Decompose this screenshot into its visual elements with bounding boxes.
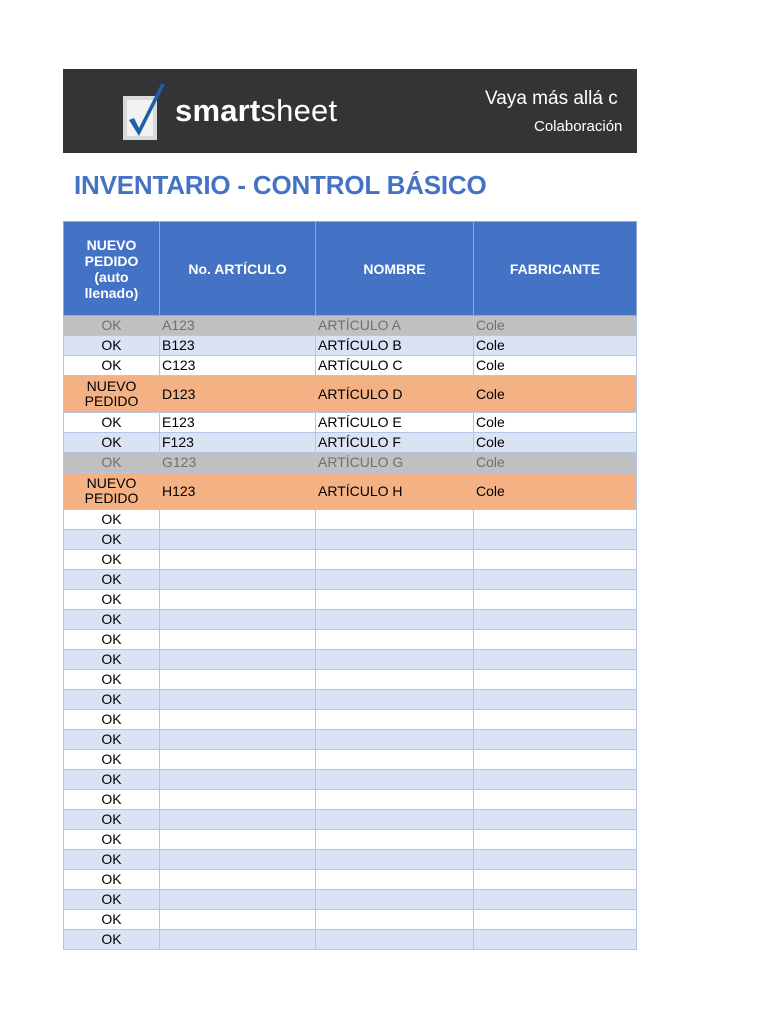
cell-status[interactable]: OK <box>64 790 160 810</box>
cell-name[interactable] <box>316 710 474 730</box>
cell-maker[interactable] <box>474 710 637 730</box>
table-header-row <box>64 222 637 316</box>
cell-name[interactable] <box>316 730 474 750</box>
cell-maker[interactable] <box>474 630 637 650</box>
cell-name[interactable] <box>316 510 474 530</box>
cell-item-number[interactable] <box>160 810 316 830</box>
cell-name[interactable] <box>316 810 474 830</box>
cell-maker[interactable] <box>474 870 637 890</box>
cell-name[interactable]: ARTÍCULO H <box>316 473 474 510</box>
cell-name[interactable] <box>316 530 474 550</box>
cell-maker[interactable]: Cole <box>474 473 637 510</box>
cell-maker[interactable] <box>474 830 637 850</box>
cell-maker[interactable] <box>474 690 637 710</box>
smartsheet-banner <box>63 69 637 153</box>
cell-name[interactable]: ARTÍCULO E <box>316 413 474 433</box>
cell-item-number[interactable]: A123 <box>160 316 316 336</box>
table-row <box>64 710 637 730</box>
cell-status[interactable]: OK <box>64 870 160 890</box>
table-row <box>64 530 637 550</box>
cell-item-number[interactable] <box>160 750 316 770</box>
cell-status[interactable]: NUEVO PEDIDO <box>64 473 160 510</box>
cell-name[interactable] <box>316 890 474 910</box>
table-row <box>64 433 637 453</box>
cell-name[interactable]: ARTÍCULO G <box>316 453 474 473</box>
table-row <box>64 510 637 530</box>
cell-item-number[interactable] <box>160 510 316 530</box>
cell-name[interactable] <box>316 610 474 630</box>
inventory-table <box>63 221 637 950</box>
cell-status[interactable]: OK <box>64 453 160 473</box>
cell-name[interactable] <box>316 650 474 670</box>
cell-item-number[interactable] <box>160 550 316 570</box>
cell-item-number[interactable]: G123 <box>160 453 316 473</box>
cell-name[interactable] <box>316 770 474 790</box>
cell-status[interactable]: OK <box>64 510 160 530</box>
cell-maker[interactable]: Cole <box>474 356 637 376</box>
table-row <box>64 630 637 650</box>
cell-maker[interactable] <box>474 510 637 530</box>
cell-status[interactable]: OK <box>64 610 160 630</box>
cell-maker[interactable] <box>474 570 637 590</box>
cell-name[interactable] <box>316 550 474 570</box>
cell-item-number[interactable]: E123 <box>160 413 316 433</box>
cell-item-number[interactable]: F123 <box>160 433 316 453</box>
banner-tagline: Vaya más allá c <box>485 88 618 109</box>
cell-item-number[interactable] <box>160 790 316 810</box>
table-row <box>64 810 637 830</box>
cell-status[interactable]: OK <box>64 316 160 336</box>
cell-status[interactable]: OK <box>64 830 160 850</box>
table-row <box>64 830 637 850</box>
cell-name[interactable] <box>316 790 474 810</box>
cell-item-number[interactable] <box>160 690 316 710</box>
cell-status[interactable]: OK <box>64 770 160 790</box>
cell-item-number[interactable] <box>160 910 316 930</box>
cell-status[interactable]: OK <box>64 570 160 590</box>
cell-maker[interactable] <box>474 530 637 550</box>
cell-maker[interactable]: Cole <box>474 376 637 413</box>
table-row <box>64 316 637 336</box>
cell-status[interactable]: OK <box>64 530 160 550</box>
header-item-number: No. ARTÍCULO <box>160 222 316 316</box>
table-row <box>64 910 637 930</box>
cell-maker[interactable]: Cole <box>474 433 637 453</box>
cell-item-number[interactable] <box>160 610 316 630</box>
cell-maker[interactable] <box>474 890 637 910</box>
cell-item-number[interactable] <box>160 630 316 650</box>
page-title: INVENTARIO - CONTROL BÁSICO <box>74 170 487 200</box>
table-row <box>64 610 637 630</box>
cell-status[interactable]: OK <box>64 750 160 770</box>
table-row <box>64 790 637 810</box>
table-row <box>64 650 637 670</box>
cell-item-number[interactable]: H123 <box>160 473 316 510</box>
smartsheet-logo: smartsheet <box>175 93 338 128</box>
header-maker: FABRICANTE <box>474 222 637 316</box>
cell-status[interactable]: OK <box>64 413 160 433</box>
cell-name[interactable] <box>316 870 474 890</box>
cell-name[interactable] <box>316 630 474 650</box>
cell-name[interactable] <box>316 750 474 770</box>
table-row <box>64 413 637 433</box>
cell-item-number[interactable] <box>160 710 316 730</box>
table-row <box>64 850 637 870</box>
cell-status[interactable]: OK <box>64 710 160 730</box>
cell-maker[interactable] <box>474 670 637 690</box>
cell-item-number[interactable] <box>160 730 316 750</box>
cell-status[interactable]: OK <box>64 850 160 870</box>
cell-status[interactable]: OK <box>64 810 160 830</box>
cell-item-number[interactable] <box>160 590 316 610</box>
table-row <box>64 730 637 750</box>
cell-name[interactable] <box>316 670 474 690</box>
cell-name[interactable]: ARTÍCULO F <box>316 433 474 453</box>
cell-item-number[interactable] <box>160 770 316 790</box>
banner-subtagline: Colaboración <box>534 118 623 135</box>
cell-name[interactable]: ARTÍCULO A <box>316 316 474 336</box>
cell-maker[interactable] <box>474 650 637 670</box>
table-row <box>64 473 637 510</box>
cell-maker[interactable] <box>474 850 637 870</box>
cell-status[interactable]: OK <box>64 433 160 453</box>
table-row <box>64 690 637 710</box>
cell-item-number[interactable] <box>160 830 316 850</box>
cell-maker[interactable] <box>474 910 637 930</box>
cell-item-number[interactable] <box>160 670 316 690</box>
cell-maker[interactable] <box>474 770 637 790</box>
table-row <box>64 930 637 950</box>
cell-status[interactable]: OK <box>64 730 160 750</box>
cell-name[interactable]: ARTÍCULO D <box>316 376 474 413</box>
cell-maker[interactable]: Cole <box>474 316 637 336</box>
cell-status[interactable]: OK <box>64 910 160 930</box>
table-body <box>64 316 637 950</box>
cell-maker[interactable] <box>474 550 637 570</box>
cell-maker[interactable] <box>474 730 637 750</box>
cell-maker[interactable] <box>474 810 637 830</box>
cell-item-number[interactable] <box>160 890 316 910</box>
cell-name[interactable] <box>316 850 474 870</box>
table-row <box>64 356 637 376</box>
cell-status[interactable]: OK <box>64 690 160 710</box>
cell-item-number[interactable]: C123 <box>160 356 316 376</box>
cell-item-number[interactable] <box>160 870 316 890</box>
table-row <box>64 890 637 910</box>
table-row <box>64 670 637 690</box>
cell-status[interactable]: OK <box>64 670 160 690</box>
cell-maker[interactable] <box>474 590 637 610</box>
cell-item-number[interactable] <box>160 530 316 550</box>
table-row <box>64 376 637 413</box>
table-row <box>64 570 637 590</box>
table-row <box>64 550 637 570</box>
cell-status[interactable]: OK <box>64 630 160 650</box>
cell-maker[interactable] <box>474 790 637 810</box>
cell-status[interactable]: OK <box>64 356 160 376</box>
table-row <box>64 590 637 610</box>
table-row <box>64 770 637 790</box>
cell-name[interactable] <box>316 930 474 950</box>
cell-maker[interactable]: Cole <box>474 453 637 473</box>
cell-name[interactable] <box>316 830 474 850</box>
cell-status[interactable]: NUEVO PEDIDO <box>64 376 160 413</box>
table-row <box>64 870 637 890</box>
cell-item-number[interactable]: D123 <box>160 376 316 413</box>
table-row <box>64 750 637 770</box>
cell-name[interactable] <box>316 910 474 930</box>
cell-item-number[interactable] <box>160 850 316 870</box>
header-nuevo-pedido: NUEVO PEDIDO (auto llenado) <box>64 222 160 316</box>
cell-name[interactable]: ARTÍCULO B <box>316 336 474 356</box>
cell-name[interactable] <box>316 690 474 710</box>
cell-status[interactable]: OK <box>64 930 160 950</box>
cell-name[interactable] <box>316 590 474 610</box>
cell-status[interactable]: OK <box>64 336 160 356</box>
cell-status[interactable]: OK <box>64 550 160 570</box>
table-row <box>64 453 637 473</box>
cell-maker[interactable]: Cole <box>474 336 637 356</box>
cell-maker[interactable] <box>474 930 637 950</box>
cell-item-number[interactable]: B123 <box>160 336 316 356</box>
cell-status[interactable]: OK <box>64 590 160 610</box>
cell-status[interactable]: OK <box>64 650 160 670</box>
smartsheet-checkmark-icon <box>121 82 167 142</box>
cell-name[interactable]: ARTÍCULO C <box>316 356 474 376</box>
cell-maker[interactable]: Cole <box>474 413 637 433</box>
cell-name[interactable] <box>316 570 474 590</box>
cell-item-number[interactable] <box>160 570 316 590</box>
cell-item-number[interactable] <box>160 650 316 670</box>
table-row <box>64 336 637 356</box>
cell-status[interactable]: OK <box>64 890 160 910</box>
cell-item-number[interactable] <box>160 930 316 950</box>
cell-maker[interactable] <box>474 610 637 630</box>
cell-maker[interactable] <box>474 750 637 770</box>
header-name: NOMBRE <box>316 222 474 316</box>
